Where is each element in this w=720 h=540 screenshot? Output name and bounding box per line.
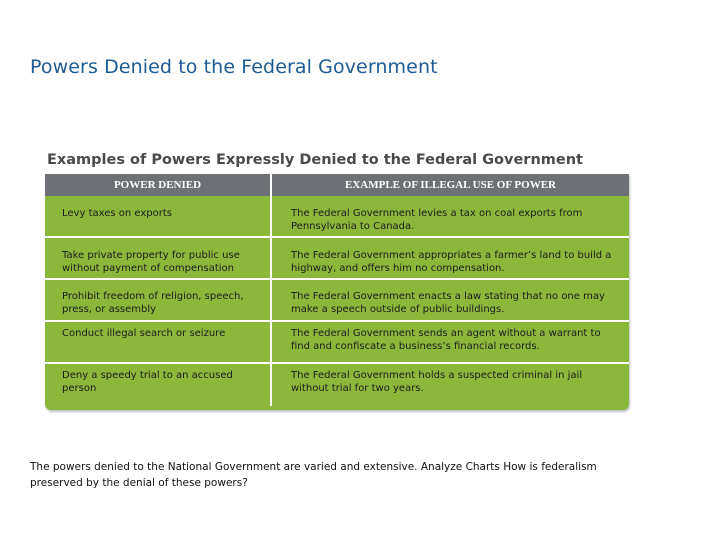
example-cell: The Federal Government holds a suspected criminal in jail without trial for two years. bbox=[291, 370, 583, 394]
table-row bbox=[45, 196, 629, 236]
example-cell: The Federal Government enacts a law stating that no one may make a speech outside of public buildings. bbox=[291, 291, 605, 315]
table-header-row bbox=[45, 174, 629, 196]
table-heading: Examples of Powers Expressly Denied to the Federal Government bbox=[47, 152, 583, 168]
body-column-divider bbox=[270, 196, 272, 406]
power-denied-cell: Deny a speedy trial to an accused person bbox=[62, 370, 233, 394]
example-cell: The Federal Government appropriates a farmer’s land to build a highway, and offers him no compensation. bbox=[291, 250, 612, 274]
power-denied-cell: Prohibit freedom of religion, speech, press, or assembly bbox=[62, 291, 244, 315]
slide-caption: The powers denied to the National Government are varied and extensive. Analyze Charts How is federalism preserved by the denial of these powers? bbox=[30, 461, 597, 489]
table-row bbox=[45, 280, 629, 320]
power-denied-cell: Take private property for public use without payment of compensation bbox=[62, 250, 240, 274]
column-header-example: EXAMPLE OF ILLEGAL USE OF POWER bbox=[345, 179, 556, 191]
table-body bbox=[45, 196, 629, 406]
table-row bbox=[45, 238, 629, 278]
powers-denied-table bbox=[45, 174, 629, 410]
table-row bbox=[45, 322, 629, 362]
column-header-power-denied: POWER DENIED bbox=[113, 179, 202, 191]
example-cell: The Federal Government levies a tax on coal exports from Pennsylvania to Canada. bbox=[291, 208, 583, 232]
table-row bbox=[45, 364, 629, 404]
slide-title: Powers Denied to the Federal Government bbox=[30, 56, 438, 78]
power-denied-cell: Conduct illegal search or seizure bbox=[62, 328, 226, 339]
power-denied-cell: Levy taxes on exports bbox=[62, 208, 172, 219]
example-cell: The Federal Government sends an agent without a warrant to find and confiscate a business’s financial records. bbox=[291, 328, 601, 352]
powers-denied-table-figure bbox=[45, 150, 630, 412]
